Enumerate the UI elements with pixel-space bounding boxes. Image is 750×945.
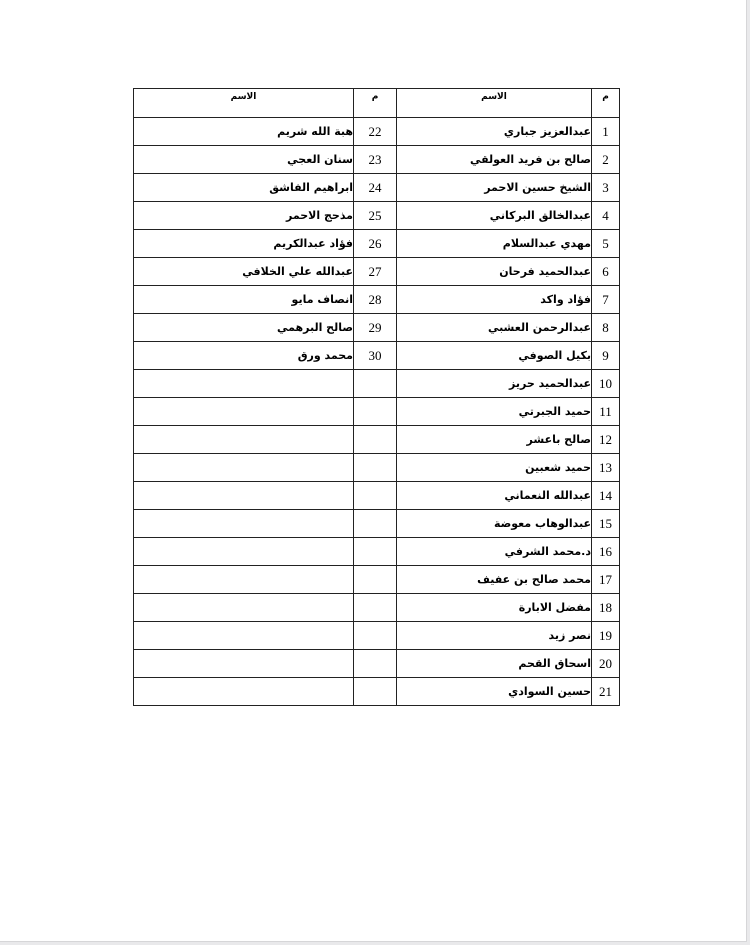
names-table xyxy=(133,88,620,706)
name-cell xyxy=(134,454,354,482)
row-number-cell: 1 xyxy=(592,118,620,146)
row-number-cell: 5 xyxy=(592,230,620,258)
row-number-cell: 22 xyxy=(354,118,397,146)
name-cell: محمد ورق xyxy=(134,342,354,370)
name-cell: فؤاد عبدالكريم xyxy=(134,230,354,258)
table-row xyxy=(134,650,620,678)
table-row xyxy=(134,426,620,454)
table-row xyxy=(134,174,620,202)
table-row xyxy=(134,566,620,594)
table-row xyxy=(134,594,620,622)
name-cell: صالح البرهمي xyxy=(134,314,354,342)
row-number-cell xyxy=(354,370,397,398)
name-cell: الشيخ حسين الاحمر xyxy=(397,174,592,202)
row-number-cell xyxy=(354,650,397,678)
column-header-number: م xyxy=(354,89,397,118)
name-cell xyxy=(134,594,354,622)
row-number-cell xyxy=(354,566,397,594)
row-number-cell xyxy=(354,426,397,454)
row-number-cell: 21 xyxy=(592,678,620,706)
name-cell: عبدالخالق البركاني xyxy=(397,202,592,230)
name-cell xyxy=(134,398,354,426)
name-cell: نصر زيد xyxy=(397,622,592,650)
row-number-cell xyxy=(354,594,397,622)
row-number-cell: 14 xyxy=(592,482,620,510)
row-number-cell xyxy=(354,622,397,650)
column-header-name: الاسم xyxy=(134,89,354,118)
row-number-cell: 9 xyxy=(592,342,620,370)
name-cell: عبدالله النعماني xyxy=(397,482,592,510)
name-cell xyxy=(134,566,354,594)
row-number-cell xyxy=(354,538,397,566)
name-cell: حسين السوادي xyxy=(397,678,592,706)
row-number-cell: 23 xyxy=(354,146,397,174)
table-row xyxy=(134,286,620,314)
row-number-cell: 4 xyxy=(592,202,620,230)
row-number-cell xyxy=(354,398,397,426)
table-header-row xyxy=(134,89,620,118)
name-cell: مهدي عبدالسلام xyxy=(397,230,592,258)
row-number-cell: 20 xyxy=(592,650,620,678)
row-number-cell: 25 xyxy=(354,202,397,230)
name-cell xyxy=(134,482,354,510)
row-number-cell: 29 xyxy=(354,314,397,342)
row-number-cell: 10 xyxy=(592,370,620,398)
row-number-cell: 30 xyxy=(354,342,397,370)
row-number-cell: 6 xyxy=(592,258,620,286)
name-cell: عبدالحميد حريز xyxy=(397,370,592,398)
name-cell: بكيل الصوفي xyxy=(397,342,592,370)
name-cell: اسحاق القحم xyxy=(397,650,592,678)
row-number-cell: 15 xyxy=(592,510,620,538)
table-row xyxy=(134,538,620,566)
table-row xyxy=(134,230,620,258)
name-cell: ابراهيم الفاشق xyxy=(134,174,354,202)
table-row xyxy=(134,314,620,342)
row-number-cell xyxy=(354,678,397,706)
table-row xyxy=(134,398,620,426)
row-number-cell: 19 xyxy=(592,622,620,650)
name-cell: عبدالعزيز جباري xyxy=(397,118,592,146)
row-number-cell xyxy=(354,454,397,482)
table-row xyxy=(134,678,620,706)
table-row xyxy=(134,258,620,286)
table-row xyxy=(134,118,620,146)
name-cell: حميد الجبرتي xyxy=(397,398,592,426)
name-cell: صالح بن فريد العولقي xyxy=(397,146,592,174)
column-header-number: م xyxy=(592,89,620,118)
row-number-cell: 28 xyxy=(354,286,397,314)
name-cell xyxy=(134,622,354,650)
name-cell: هبة الله شريم xyxy=(134,118,354,146)
name-cell: صالح باعشر xyxy=(397,426,592,454)
table-row xyxy=(134,482,620,510)
name-cell: سنان العجي xyxy=(134,146,354,174)
row-number-cell: 2 xyxy=(592,146,620,174)
row-number-cell: 24 xyxy=(354,174,397,202)
name-cell xyxy=(134,510,354,538)
row-number-cell: 17 xyxy=(592,566,620,594)
row-number-cell: 27 xyxy=(354,258,397,286)
row-number-cell: 3 xyxy=(592,174,620,202)
table-row xyxy=(134,146,620,174)
name-cell: د.محمد الشرفي xyxy=(397,538,592,566)
row-number-cell: 26 xyxy=(354,230,397,258)
row-number-cell: 11 xyxy=(592,398,620,426)
row-number-cell: 16 xyxy=(592,538,620,566)
row-number-cell: 18 xyxy=(592,594,620,622)
table-row xyxy=(134,510,620,538)
table-row xyxy=(134,622,620,650)
row-number-cell xyxy=(354,482,397,510)
table-row xyxy=(134,202,620,230)
column-header-name: الاسم xyxy=(397,89,592,118)
row-number-cell: 8 xyxy=(592,314,620,342)
name-cell: حميد شعبين xyxy=(397,454,592,482)
name-cell: مذحج الاحمر xyxy=(134,202,354,230)
name-cell xyxy=(134,678,354,706)
table-row xyxy=(134,342,620,370)
row-number-cell: 12 xyxy=(592,426,620,454)
row-number-cell: 13 xyxy=(592,454,620,482)
name-cell xyxy=(134,538,354,566)
row-number-cell: 7 xyxy=(592,286,620,314)
name-cell: عبدالله علي الخلافي xyxy=(134,258,354,286)
name-cell: فؤاد واكد xyxy=(397,286,592,314)
name-cell: عبدالرحمن العشبي xyxy=(397,314,592,342)
table-row xyxy=(134,370,620,398)
name-cell: عبدالحميد فرحان xyxy=(397,258,592,286)
table-row xyxy=(134,454,620,482)
name-cell xyxy=(134,650,354,678)
name-cell: عبدالوهاب معوضة xyxy=(397,510,592,538)
name-cell xyxy=(134,426,354,454)
row-number-cell xyxy=(354,510,397,538)
name-cell: محمد صالح بن عفيف xyxy=(397,566,592,594)
name-cell: مفضل الابارة xyxy=(397,594,592,622)
name-cell xyxy=(134,370,354,398)
name-cell: انصاف مايو xyxy=(134,286,354,314)
